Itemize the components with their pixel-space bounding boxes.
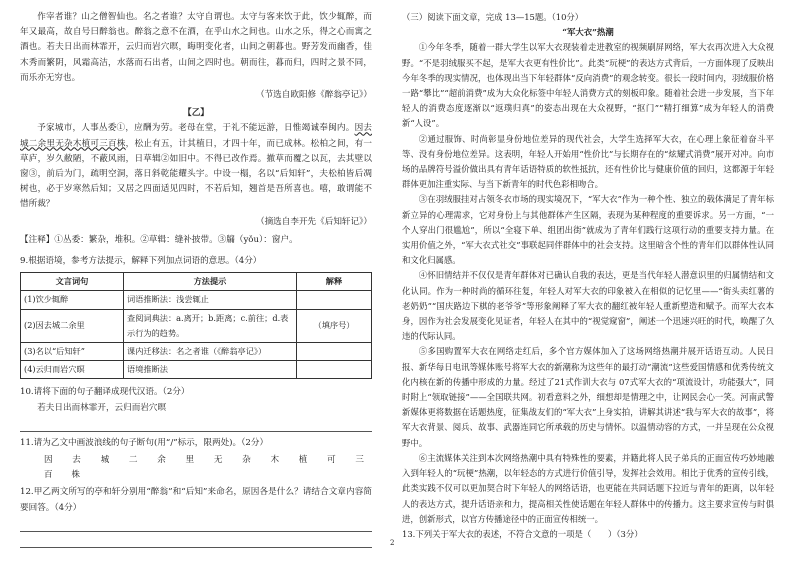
vocab-table bbox=[20, 272, 372, 379]
question-10: 10.请将下面的句子翻译成现代汉语。（2分） bbox=[20, 387, 190, 398]
article-paragraph: ⑤多国购置军大衣在网络走红后，多个官方媒体加入了这场网络热潮并展开话语互动。人民日报、新华每日电讯等媒体账号将军大衣的新潮称为这些年的最打动“潮流”这些爱国情感和优秀传统文化内核在新的传播中形成的力量。经过了21式作训大衣与 07式军大衣的“项流设计，功能强大”，同时附上“领取链接”——全国联共网。初看意料之外，细想却是情理之中，让网民会心一笑。河南武警新媒体更将数据在话题热度，征集战友们的“军大衣”上身实拍，讲解其讲述“我与军大衣的故事”，将军大衣背景、阅兵、故事、武器连同它所承载的历史与情怀。以温情动容的方式，一并呈现在公众视野中。 bbox=[402, 346, 774, 448]
question-13: 13.下列关于军大衣的表述，不符合文意的一项是（ ）（3分） bbox=[402, 528, 643, 539]
passage-b-part1: 予家城市，人事丛委①，应酬为劳。老母在堂，于礼不能远游，日惟竭诚奉闽内。 bbox=[37, 123, 355, 134]
table-cell: 查阅词典法：a.离开；b.距离；c.前往；d.表示行为的趋势。 bbox=[124, 309, 297, 342]
answer-cell[interactable] bbox=[297, 343, 372, 361]
table-header: 解释 bbox=[297, 273, 372, 291]
table-cell: (2)因去城二余里 bbox=[21, 309, 124, 342]
table-row bbox=[21, 309, 372, 342]
article-paragraph: ④怀旧情结并不仅仅是青年群体对已确认自我的表达，更是当代年轻人潜意识里的归属情结和文化认同。作为一种时尚的循环往复，年轻人对军大衣的印象被入在相似的记忆里——“街头卖红薯的老奶奶”“国庆路边下棋的老爷爷”等形象阐释了军大衣的翻红被年轻人重新塑造和赋予。而军大衣本身，因作为社会发展变化见证者，年轻人在其中的“视觉窥窗”，阐述一个迅速兴旺的时代，唤醒了久违的代际认同。 bbox=[402, 270, 774, 342]
table-cell: (1)饮少辄醉 bbox=[21, 291, 124, 309]
table-header: 文言词句 bbox=[21, 273, 124, 291]
table-row bbox=[21, 361, 372, 379]
answer-line[interactable] bbox=[20, 419, 372, 432]
table-cell: 课内迁移法：名之者谁（《醉翁亭记》） bbox=[124, 343, 297, 361]
answer-cell[interactable] bbox=[297, 291, 372, 309]
table-cell: (4)云归而岩穴暝 bbox=[21, 361, 124, 379]
passage-b-label: 【乙】 bbox=[183, 108, 209, 119]
section-heading: （三）阅读下面文章，完成 13—15题。（10分） bbox=[402, 12, 584, 22]
article-paragraph: ①今年冬季，随着一群大学生以军大衣现装着走进教室的视频刷屏网络，军大衣再次进入大众视野。“不是羽绒服买不起，是军大衣更有性价比”。此类“玩梗”的表达方式背后，一方面体现了反映出今年冬季的现实情况，也体现出当下年轻群体“反向消费”的观念转变。很长一段时间内，羽绒服价格一路“攀比”“超前消费”成为大众化标签中年轻人消费方式的刻板印象。随着社会进一步发展，当下年轻人的消费态度逐渐以“返璞归真”的姿态出现在大众视野，“抠门”“精打细算”成为年轻人的消费新“人设”。 bbox=[402, 42, 774, 129]
left-column bbox=[20, 10, 372, 548]
table-cell: 词语推断法：浅尝辄止 bbox=[124, 291, 297, 309]
answer-line[interactable] bbox=[20, 535, 372, 548]
answer-line[interactable] bbox=[20, 519, 372, 532]
table-cell: 语境推断法 bbox=[124, 361, 297, 379]
table-row bbox=[21, 343, 372, 361]
answer-cell[interactable]: （填序号） bbox=[297, 309, 372, 342]
table-row bbox=[21, 291, 372, 309]
article-paragraph: ⑥主流媒体关注到本次网络热潮中具有特殊性的要素，并籍此将人民子弟兵的正面宣传巧妙地融入到年轻人的“玩梗”热潮，以年轻态的方式进行价值引导，发挥社会效用。相比于优秀的宣传引线，此类实践不仅可以更加契合时下年轻人的网络话语，也更能在共同话题下拉近与青年的距离，以年轻人的表达方式，提升话语亲和力，提高相关性使话题在年轻人群体中的传播力。这主要求宣传与时俱进，创新形式，以官方传播途径中的正面宣传相统一。 bbox=[402, 452, 774, 524]
passage-b-source: （摘选自李开先《后知轩记》） bbox=[255, 216, 372, 227]
table-header-row bbox=[21, 273, 372, 291]
question-12: 12.甲乙两文所写的亭和轩分别用“醉翁”和“后知”来命名，原因各是什么？请结合文章内容简要回答。（4分） bbox=[20, 487, 372, 513]
table-cell: (3)名以“后知轩” bbox=[21, 343, 124, 361]
question-9: 9.根据语境，参考方法提示，解释下列加点词语的意思。（4分） bbox=[20, 256, 262, 267]
page-number: 2 bbox=[390, 539, 395, 547]
right-column bbox=[402, 10, 774, 542]
article-paragraph: ③在羽绒服挂对占领冬衣市场的现实境况下，“军大衣”作为一种个性、独立的载体满足了青年标新立异的心理需求，它对身份上与其他群体产生区隔，表现为某种程度的重要诉求。另一方面，“一个人穿出门很尴尬”，所以“全寝下单、组团出街”就成为了青年们践行这项行动的重要支持力量。在实用价值之外，“军大衣式社交”事联起同伴群体中的社会支持。这里暗含个性的青年们以群体性认同和文化归属感。 bbox=[402, 194, 774, 266]
question-11: 11.请为乙文中画波浪线的句子断句(用“/”标示，限两处)。（2分） bbox=[20, 437, 269, 448]
annotation-note: 【注释】①丛委：繁杂，堆积。②草辑：缝补披带。③牖（yǒu）：窗户。 bbox=[20, 234, 298, 245]
passage-b-text bbox=[20, 121, 372, 212]
passage-b-part2: ，松止有五，计其植日，才四十年，而已成林。松柏之间，有一草庐，岁久敝陋，不蔽风雨，日草辑②如旧中。不得已改作焉。撤草而覆之以瓦，去其壁以窗③，前后为门，疏明空洞，落日斜乾能耀头宇。中设一榻，名以“后知轩”，夫松柏皆后凋树也，必于岁寒然后知；又居之四面适见四时，不若后知，翘首是吾所喜也。嘻，敢谓能不惜所裁？ bbox=[20, 138, 372, 210]
passage-a-text: 作宰者谁？山之僧智仙也。名之者谁？太守自谓也。太守与客来饮于此，饮少辄醉，而年又最高，故自号曰醉翁也。醉翁之意不在酒，在乎山水之间也。山水之乐，得之心而寓之酒也。若夫日出而林霏开，云归而岩穴暝，晦明变化者，山间之朝暮也。野芳发而幽香，佳木秀而繁阴，风霜高洁，水落而石出者，山间之四时也。朝而往，暮而归，四时之景不同，而乐亦无穷也。 bbox=[20, 12, 372, 83]
table-header: 方法提示 bbox=[124, 273, 297, 291]
question-10-sentence: 若夫日出而林霏开，云归而岩穴暝 bbox=[37, 402, 167, 413]
passage-a-source: （节选自欧阳修《醉翁亭记》） bbox=[255, 90, 372, 101]
answer-cell[interactable] bbox=[297, 361, 372, 379]
article-paragraph: ②通过服饰、时尚彰显身份地位差异的现代社会，大学生选择军大衣，在心理上象征着奋斗平等、没有身份地位差异。这表明，年轻人开始用“性价比”与长期存在的“炫耀式消费”展开对冲。向市场的品牌符号溢价做出具有青年话语特质的软性抵抗，还有性价比与健康价值的回归，这都源于年轻群体更加注重实际、与当下新青年的时代色彩相吻合。 bbox=[402, 133, 774, 190]
article-title: “军大衣”热潮 bbox=[562, 27, 614, 38]
wavy-underlined-sentence: 因去城二余里无杂木植可三百株 bbox=[20, 123, 372, 149]
question-11-sentence: 因 去 城 二 余 里 无 杂 木 植 可 三 百 株 bbox=[44, 455, 372, 481]
